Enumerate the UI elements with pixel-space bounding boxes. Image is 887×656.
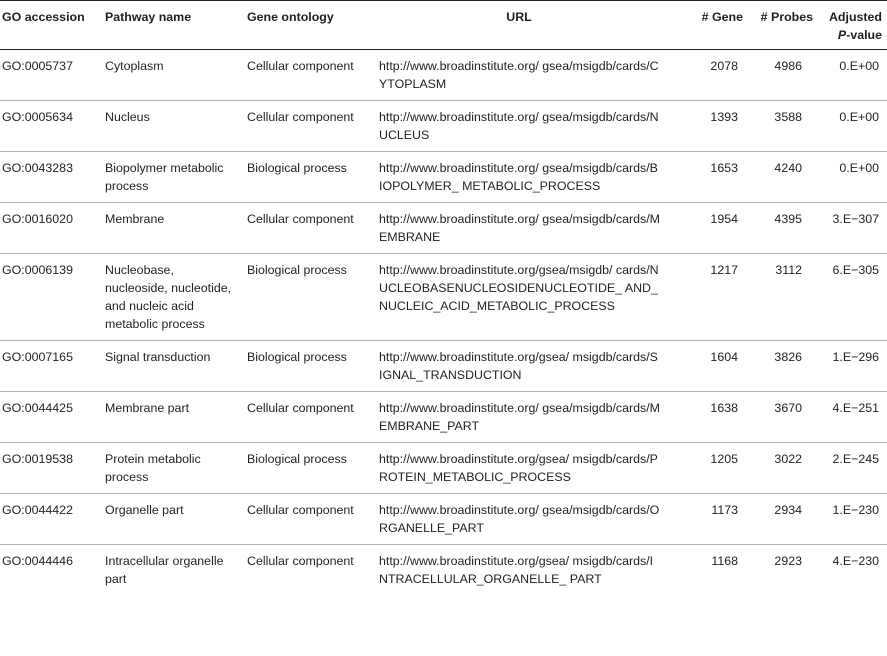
probes-count-cell: 2934 — [774, 503, 802, 517]
probes-count-cell: 3112 — [775, 263, 802, 277]
gene-count-cell: 1954 — [710, 212, 738, 226]
header-go-accession: GO accession — [2, 10, 85, 24]
header-url: URL — [506, 10, 532, 24]
go-accession-cell: GO:0019538 — [2, 452, 73, 466]
go-accession-cell: GO:0044422 — [2, 503, 73, 517]
table-row — [0, 443, 887, 494]
pathway-name-cell: Cytoplasm — [105, 59, 164, 73]
table-row — [0, 152, 887, 203]
pathway-name-cell: Protein metabolic process — [105, 452, 201, 484]
adjusted-p-value-cell: 6.E−305 — [832, 263, 879, 277]
url-cell: http://www.broadinstitute.org/gsea/msigdb/ cards/NUCLEOBASENUCLEOSIDENUCLEOTIDE_ AND_NUCLEIC_ACID_METABOLIC_PROCESS — [379, 263, 659, 313]
url-cell: http://www.broadinstitute.org/ gsea/msigdb/cards/MEMBRANE_PART — [379, 401, 660, 433]
adjusted-p-value-cell: 1.E−296 — [832, 350, 879, 364]
url-cell: http://www.broadinstitute.org/ gsea/msigdb/cards/MEMBRANE — [379, 212, 660, 244]
pathway-name-cell: Intracellular organelle part — [105, 554, 224, 586]
probes-count-cell: 4986 — [774, 59, 802, 73]
go-accession-cell: GO:0044446 — [2, 554, 73, 568]
gene-ontology-cell: Cellular component — [247, 554, 354, 568]
go-accession-cell: GO:0006139 — [2, 263, 73, 277]
url-cell: http://www.broadinstitute.org/ gsea/msigdb/cards/BIOPOLYMER_ METABOLIC_PROCESS — [379, 161, 658, 193]
gene-ontology-cell: Cellular component — [247, 110, 354, 124]
adjusted-p-value-cell: 4.E−251 — [832, 401, 879, 415]
probes-count-cell: 3022 — [774, 452, 802, 466]
gene-count-cell: 1168 — [711, 554, 738, 568]
gene-ontology-cell: Cellular component — [247, 212, 354, 226]
probes-count-cell: 3826 — [774, 350, 802, 364]
header-gene: # Gene — [701, 10, 743, 24]
pathway-name-cell: Nucleobase, nucleoside, nucleotide, and nucleic acid metabolic process — [105, 263, 232, 331]
gene-ontology-cell: Biological process — [247, 161, 347, 175]
go-accession-cell: GO:0043283 — [2, 161, 73, 175]
go-accession-cell: GO:0007165 — [2, 350, 73, 364]
table-row — [0, 101, 887, 152]
table-row — [0, 494, 887, 545]
gene-ontology-cell: Biological process — [247, 452, 347, 466]
adjusted-p-value-cell: 0.E+00 — [839, 59, 879, 73]
url-cell: http://www.broadinstitute.org/gsea/ msigdb/cards/SIGNAL_TRANSDUCTION — [379, 350, 658, 382]
header-gene-ontology: Gene ontology — [247, 10, 334, 24]
gene-ontology-cell: Cellular component — [247, 401, 354, 415]
gene-count-cell: 1393 — [710, 110, 738, 124]
probes-count-cell: 3670 — [774, 401, 802, 415]
header-pathway-name: Pathway name — [105, 10, 192, 24]
url-cell: http://www.broadinstitute.org/ gsea/msigdb/cards/ORGANELLE_PART — [379, 503, 660, 535]
gene-ontology-cell: Cellular component — [247, 503, 354, 517]
adjusted-p-value-cell: 3.E−307 — [832, 212, 879, 226]
adjusted-p-value-cell: 4.E−230 — [832, 554, 879, 568]
adjusted-p-value-cell: 0.E+00 — [839, 110, 879, 124]
probes-count-cell: 2923 — [774, 554, 802, 568]
pathway-name-cell: Membrane — [105, 212, 165, 226]
header-adjusted: Adjusted — [828, 10, 882, 24]
gene-count-cell: 1653 — [710, 161, 738, 175]
adjusted-p-value-cell: 0.E+00 — [839, 161, 879, 175]
table-row — [0, 341, 887, 392]
header-adjusted-p-value — [817, 1, 887, 50]
pathway-name-cell: Biopolymer metabolic process — [105, 161, 224, 193]
header-p-italic: P — [837, 28, 847, 42]
gene-count-cell: 2078 — [710, 59, 738, 73]
go-accession-cell: GO:0016020 — [2, 212, 73, 226]
url-cell: http://www.broadinstitute.org/gsea/ msigdb/cards/PROTEIN_METABOLIC_PROCESS — [379, 452, 658, 484]
url-cell: http://www.broadinstitute.org/gsea/ msigdb/cards/INTRACELLULAR_ORGANELLE_ PART — [379, 554, 654, 586]
table-row — [0, 203, 887, 254]
go-accession-cell: GO:0044425 — [2, 401, 73, 415]
table-row — [0, 545, 887, 596]
gene-count-cell: 1638 — [710, 401, 738, 415]
pathway-name-cell: Membrane part — [105, 401, 190, 415]
go-accession-cell: GO:0005634 — [2, 110, 73, 124]
header-probes: # Probes — [760, 10, 813, 24]
header-row — [0, 1, 887, 50]
adjusted-p-value-cell: 2.E−245 — [832, 452, 879, 466]
header-value-suffix: -value — [846, 28, 882, 42]
table-row — [0, 254, 887, 341]
probes-count-cell: 4395 — [774, 212, 802, 226]
table-header — [0, 1, 887, 50]
pathway-name-cell: Signal transduction — [105, 350, 211, 364]
url-cell: http://www.broadinstitute.org/ gsea/msigdb/cards/CYTOPLASM — [379, 59, 659, 91]
gene-ontology-cell: Biological process — [247, 263, 347, 277]
probes-count-cell: 4240 — [774, 161, 802, 175]
gene-count-cell: 1173 — [711, 503, 738, 517]
gene-count-cell: 1604 — [710, 350, 738, 364]
table-row — [0, 50, 887, 101]
url-cell: http://www.broadinstitute.org/ gsea/msigdb/cards/NUCLEUS — [379, 110, 659, 142]
table-row — [0, 392, 887, 443]
adjusted-p-value-cell: 1.E−230 — [832, 503, 879, 517]
gene-count-cell: 1205 — [710, 452, 738, 466]
gene-ontology-cell: Cellular component — [247, 59, 354, 73]
table-body — [0, 50, 887, 596]
pathway-name-cell: Organelle part — [105, 503, 184, 517]
gene-count-cell: 1217 — [710, 263, 738, 277]
pathway-name-cell: Nucleus — [105, 110, 150, 124]
gene-ontology-cell: Biological process — [247, 350, 347, 364]
probes-count-cell: 3588 — [774, 110, 802, 124]
go-accession-cell: GO:0005737 — [2, 59, 73, 73]
